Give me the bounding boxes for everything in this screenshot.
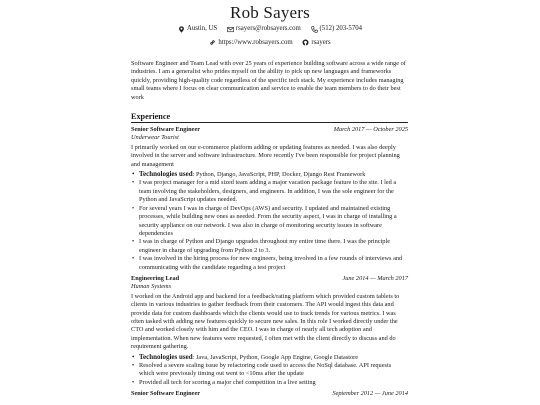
link-icon — [209, 39, 216, 46]
job-company: Underwear Tourist — [131, 134, 179, 142]
email[interactable] — [227, 24, 301, 34]
job-title: Senior Software Engineer — [131, 126, 201, 134]
list-item: • Resolved a severe scaling issue by refactoring code used to access the NoSql database. API requests which were previously timing out went to <10ms after the update — [139, 362, 408, 379]
map-pin-icon — [178, 26, 185, 33]
list-item — [139, 353, 408, 362]
phone-icon — [311, 26, 318, 33]
job-title: Senior Software Engineer — [131, 390, 201, 398]
job-header — [131, 275, 408, 283]
list-item: • I was project manager for a mid sized team adding a major vacation package feature to the site. I led a team involving the stakeholders, designers, and engineers. In addition, I was the sole engineer for the Python and JavaScript updates needed. — [139, 179, 408, 204]
email-text[interactable]: rsayers@robsayers.com — [235, 25, 301, 32]
links-row — [0, 38, 540, 51]
job-header — [131, 390, 408, 398]
job-entry — [131, 275, 408, 387]
phone[interactable] — [311, 24, 362, 34]
github-text[interactable]: rsayers — [311, 38, 331, 46]
website-text[interactable]: https://www.robsayers.com — [218, 38, 293, 46]
mail-icon — [227, 26, 234, 33]
tech-label: Technologies used — [139, 352, 193, 361]
location-text: Austin, US — [186, 25, 218, 32]
list-item: • I was in charge of Python and Django upgrades throughout my entire time there. I was the principle engineer in charge of upgrading from Python 2 to 3. — [139, 238, 408, 255]
job-company: Human Systems — [131, 283, 172, 291]
list-item — [139, 170, 408, 179]
website[interactable] — [209, 38, 292, 48]
tech-label: Technologies used — [139, 170, 193, 179]
summary-paragraph: Software Engineer and Team Lead with over 25 years of experience building software across a wide range of industries. I am a generalist who prides myself on the ability to pick up new languages and frameworks quickly, providing high-quality code regardless of the specific tech stack. My experience includes managing small teams where I focus on clear communication and service to enable the team members to do their best work — [131, 60, 406, 101]
job-entry — [131, 390, 408, 398]
tech-list: : Java, JavaScript, Python, Google App Engine, Google Datastore — [192, 353, 359, 361]
resume-header — [0, 0, 540, 50]
list-item: • For several years I was in charge of DevOps (AWS) and security. I updated and maintained existing processes, while building new ones as needed. From the security aspect, I was in charge of installing a security appliance on our network. I was also in charge of monitoring security issues in software dependencies — [139, 205, 408, 239]
contact-row — [0, 24, 540, 37]
job-dates: March 2017 — October 2025 — [333, 126, 408, 134]
tech-list: : Python, Django, JavaScript, PHP, Docker, Django Rest Framework — [192, 171, 366, 179]
job-bullets — [131, 170, 408, 272]
list-item: • I was involved in the hiring process for new engineers, being involved in a few rounds of interviews and communicating with the candidate regarding a test project — [139, 255, 408, 272]
job-bullets — [131, 353, 408, 388]
phone-text[interactable]: (512) 203-5704 — [319, 25, 363, 32]
github-icon — [302, 39, 309, 46]
job-title: Engineering Lead — [131, 274, 180, 282]
location — [178, 24, 217, 34]
github[interactable] — [302, 38, 330, 48]
job-description: I worked on the Android app and backend for a feedback/rating platform which provided custom tablets to clients in various industries to gather feedback from their customers. The API would ingest this data and provide data for custom dashboards which the clients would use to track trends for various metrics. I was often tasked with adding new features quickly to secure new sales. In this role I worked directly under the CTO and worked closely with him and the CEO. I was in charge of nearly all tech adoption and implementation. When new features were requested, I often met with the client directly to discuss and do requirement gathering. — [131, 292, 400, 351]
job-entry — [131, 126, 408, 272]
list-item: • Provided all tech for scoring a major chef competition in a live setting — [139, 379, 408, 387]
experience-heading: Experience — [131, 112, 408, 123]
job-header — [131, 126, 408, 134]
job-description: I primarily worked on our e-commerce platform adding or updating features as needed. I was also deeply involved in the server and software infrastructure. More recently I've been responsible for project planning and management — [131, 143, 400, 168]
person-name: Rob Sayers — [230, 3, 310, 22]
job-dates: June 2014 — March 2017 — [342, 274, 408, 282]
job-dates: September 2012 — June 2014 — [332, 390, 408, 398]
